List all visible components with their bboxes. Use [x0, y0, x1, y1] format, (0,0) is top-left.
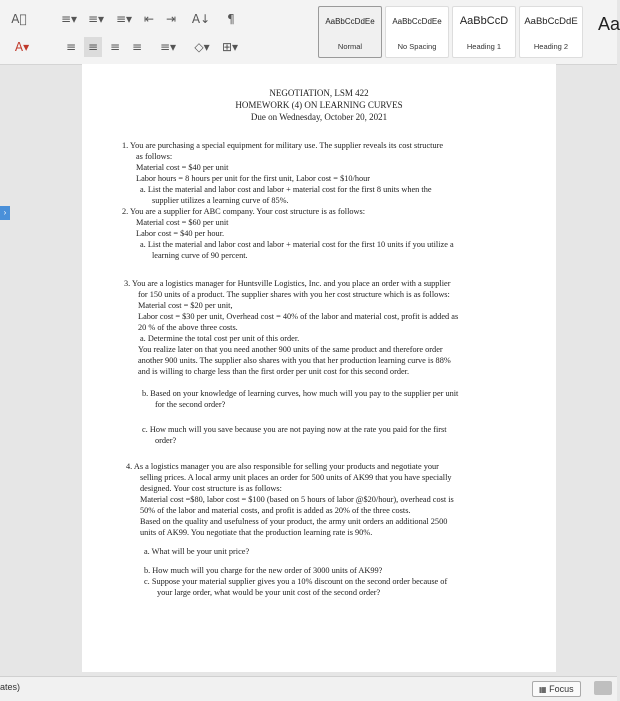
question-3: 3. You are a logistics manager for Huntsville Logistics, Inc. and you place an order with a supplier — [124, 279, 451, 288]
doc-line: Labor cost = $30 per unit, Overhead cost = 40% of the labor and material cost, profit is added as — [138, 312, 459, 321]
doc-line: your large order, what would be your unit cost of the second order? — [157, 588, 381, 597]
doc-title-homework: HOMEWORK (4) ON LEARNING CURVES — [235, 100, 403, 110]
doc-line: for the second order? — [155, 400, 226, 409]
doc-line: learning curve of 90 percent. — [152, 251, 248, 260]
doc-line: a. List the material and labor cost and labor + material cost for the first 10 units if you utilize a — [140, 240, 454, 249]
doc-line: b. Based on your knowledge of learning curves, how much will you pay to the supplier per unit — [142, 389, 459, 398]
doc-line: for 150 units of a product. The supplier shares with you her cost structure which is as follows: — [138, 290, 450, 299]
doc-line: Labor hours = 8 hours per unit for the first unit, Labor cost = $10/hour — [136, 174, 371, 183]
status-bar — [0, 676, 617, 701]
justify-icon[interactable]: ≡ — [131, 40, 143, 54]
style-normal[interactable] — [318, 6, 382, 58]
styles-more-preview[interactable]: Aa — [598, 14, 620, 34]
sidebar-handle-icon[interactable]: › — [0, 206, 10, 220]
doc-line: selling prices. A local army unit places an order for 500 units of AK99 that you have specially — [140, 473, 452, 482]
doc-line: units of AK99. You negotiate that the production learning rate is 90%. — [140, 528, 373, 537]
style-sample: AaBbCcDdEe — [392, 17, 442, 26]
doc-line: Material cost = $40 per unit — [136, 163, 229, 172]
doc-line: a. List the material and labor cost and labor + material cost for the first 8 units when the — [140, 185, 432, 194]
clear-formatting-icon[interactable]: A⃝ — [11, 12, 27, 26]
numbering-icon[interactable]: ≡▾ — [87, 12, 105, 26]
doc-line: c. Suppose your material supplier gives you a 10% discount on the second order because of — [144, 577, 448, 586]
doc-line: Based on the quality and usefulness of your product, the army unit orders an additional 2500 — [140, 517, 448, 526]
print-layout-icon[interactable] — [594, 681, 612, 695]
style-heading-1[interactable] — [452, 6, 516, 58]
ribbon-toolbar — [0, 0, 620, 65]
focus-label: Focus — [549, 684, 574, 694]
style-sample: AaBbCcDdE — [524, 16, 578, 27]
focus-button[interactable] — [532, 681, 581, 697]
doc-line: another 900 units. The supplier also shares with you that her production learning curve is 88% — [138, 356, 451, 365]
multilevel-list-icon[interactable]: ≡▾ — [115, 12, 133, 26]
status-text: ates) — [0, 682, 21, 692]
align-left-icon[interactable]: ≡ — [65, 40, 77, 54]
doc-line: a. What will be your unit price? — [144, 547, 250, 556]
doc-line: c. How much will you save because you are not paying now at the rate you paid for the first — [142, 425, 447, 434]
align-center-icon[interactable]: ≡ — [84, 37, 102, 57]
style-name: Heading 2 — [533, 42, 569, 51]
bullets-icon[interactable]: ≡▾ — [60, 12, 78, 26]
doc-line: 50% of the labor and material costs, and profit is added as 20% of the three costs. — [140, 506, 411, 515]
doc-line: and is willing to charge less than the first order per unit cost for this second order. — [138, 367, 410, 376]
style-heading-2[interactable] — [519, 6, 583, 58]
doc-line: You realize later on that you need another 900 units of the same product and therefore order — [138, 345, 443, 354]
style-name: Heading 1 — [466, 42, 502, 51]
focus-icon: ▦ — [539, 685, 547, 694]
style-name: Normal — [337, 42, 363, 51]
decrease-indent-icon[interactable]: ⇤ — [143, 12, 155, 26]
ribbon-row-1 — [8, 8, 244, 30]
style-name: No Spacing — [397, 42, 437, 51]
question-4: 4. As a logistics manager you are also responsible for selling your products and negotiate your — [126, 462, 439, 471]
style-sample: AaBbCcD — [459, 15, 509, 27]
doc-title-due: Due on Wednesday, October 20, 2021 — [250, 112, 388, 122]
doc-line: Material cost =$80, labor cost = $100 (based on 5 hours of labor @$20/hour), overhead cost is — [140, 495, 454, 504]
doc-line: b. How much will you charge for the new order of 3000 units of AK99? — [144, 566, 383, 575]
styles-gallery — [318, 6, 586, 58]
shading-icon[interactable]: ◇▾ — [194, 40, 210, 54]
borders-icon[interactable]: ⊞▾ — [221, 40, 239, 54]
doc-line: Labor cost = $40 per hour. — [136, 229, 225, 238]
increase-indent-icon[interactable]: ⇥ — [165, 12, 177, 26]
document-page[interactable] — [82, 64, 556, 672]
line-spacing-icon[interactable]: ≡▾ — [159, 40, 177, 54]
style-sample: AaBbCcDdEe — [325, 17, 375, 26]
doc-line: supplier utilizes a learning curve of 85%. — [152, 196, 289, 205]
sort-icon[interactable]: A↓ — [191, 12, 211, 26]
doc-line: designed. Your cost structure is as follows: — [140, 484, 282, 493]
doc-line: Material cost = $60 per unit — [136, 218, 229, 227]
style-no-spacing[interactable] — [385, 6, 449, 58]
align-right-icon[interactable]: ≡ — [109, 40, 121, 54]
doc-line: 20 % of the above three costs. — [138, 323, 238, 332]
font-color-icon[interactable]: A▾ — [14, 40, 30, 54]
doc-line: a. Determine the total cost per unit of this order. — [140, 334, 300, 343]
doc-line: order? — [155, 436, 177, 445]
doc-line: as follows: — [136, 152, 173, 161]
doc-title-course: NEGOTIATION, LSM 422 — [269, 88, 369, 98]
show-formatting-icon[interactable]: ¶ — [227, 12, 235, 26]
question-1: 1. You are purchasing a special equipment for military use. The supplier reveals its cost structure — [122, 141, 444, 150]
ribbon-row-2 — [8, 36, 246, 58]
doc-line: Material cost = $20 per unit, — [138, 301, 233, 310]
question-2: 2. You are a supplier for ABC company. Your cost structure is as follows: — [122, 207, 366, 216]
